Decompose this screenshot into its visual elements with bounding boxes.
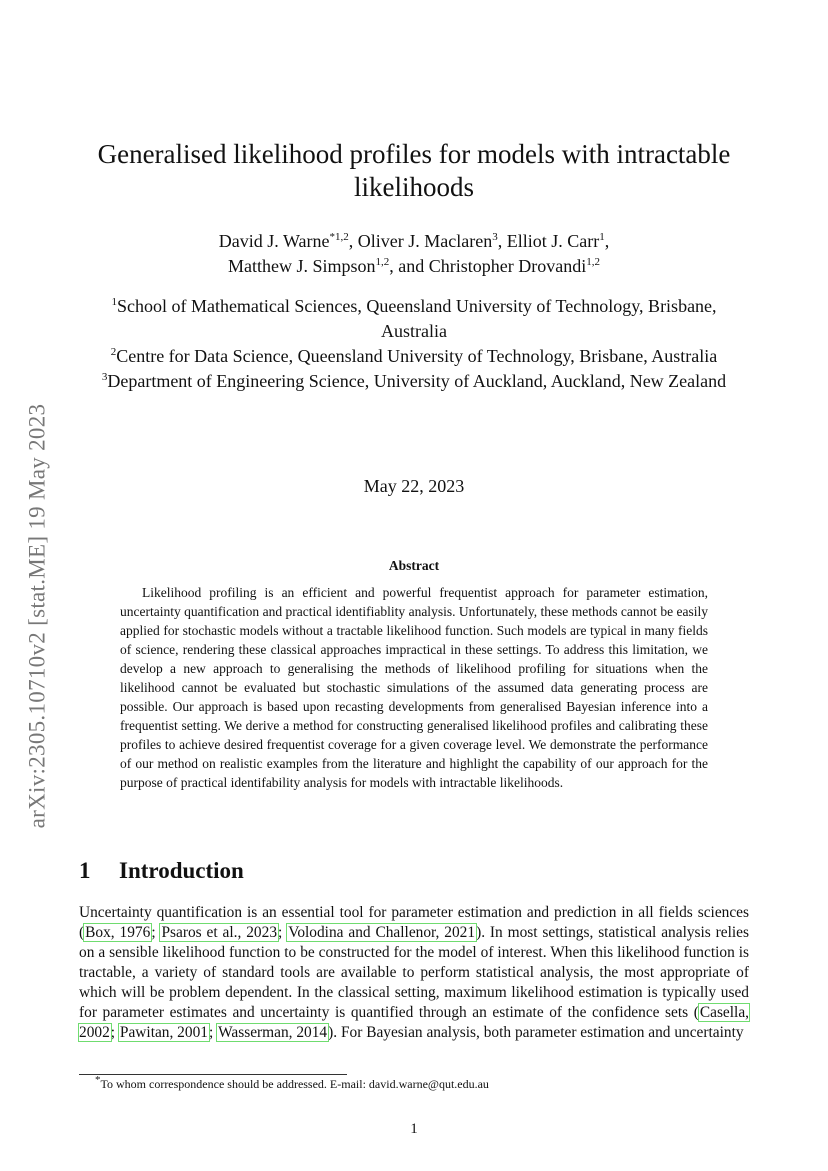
citation-link[interactable]: Casella, 2002 [79, 1004, 749, 1041]
affiliation: $^1$School of Mathematical Sciences, Queensland University of Technology, Brisbane, Australia [111, 296, 717, 341]
abstract-heading: Abstract [388, 558, 440, 573]
author: Oliver J. Maclaren$^3$, [357, 231, 507, 251]
paper-title: Generalised likelihood profiles for models with intractable likelihoods [97, 139, 731, 202]
section-title: Introduction [119, 858, 244, 883]
affiliation: $^3$Department of Engineering Science, University of Auckland, Auckland, New Zealand [101, 371, 727, 391]
author-list [60, 229, 768, 279]
citation-link[interactable]: Volodina and Challenor, 2021 [288, 924, 476, 941]
paper-date: May 22, 2023 [363, 476, 465, 496]
author: David J. Warne$^{*1,2}$, [218, 231, 358, 251]
citation-link[interactable]: Psaros et al., 2023 [161, 924, 278, 941]
citation-link[interactable]: Wasserman, 2014 [218, 1024, 328, 1041]
arxiv-sidebar [14, 356, 60, 876]
section-number: 1 [79, 858, 91, 883]
author: Matthew J. Simpson$^{1,2}$, and [228, 256, 429, 276]
arxiv-identifier: arXiv:2305.10710v2 [stat.ME] 19 May 2023 [24, 403, 49, 829]
author: Elliot J. Carr$^1$, [506, 231, 610, 251]
author: Christopher Drovandi$^{1,2}$ [428, 256, 600, 276]
footnote: *To whom correspondence should be addressed. E-mail: david.warne@qut.edu.au [95, 1074, 489, 1091]
abstract-text: Likelihood profiling is an efficient and powerful frequentist approach for parameter estimation, uncertainty quantification and practical identifiablity analysis. Unfortunately, these methods cannot be easily applied for stochastic models without a tractable likelihood function. Such models are typical in many fields of science, rendering these classical approaches impractical in these settings. To address this limitation, we develop a new approach to generalising the methods of likelihood profiling for situations when the likelihood cannot be evaluated but stochastic simulations of the assumed data generating process are possible. Our approach is based upon recasting developments from generalised Bayesian inference into a frequentist setting. We derive a method for constructing generalised likelihood profiles and calibrating these profiles to achieve desired frequentist coverage for a given coverage level. We demonstrate the performance of our method on realistic examples from the literature and highlight the capability of our approach for the purpose of practical identifability analysis for models with intractable likelihoods. [120, 585, 708, 790]
affiliation: $^2$Centre for Data Science, Queensland University of Technology, Brisbane, Australia [110, 346, 718, 366]
introduction-paragraph: Uncertainty quantification is an essential tool for parameter estimation and prediction in all fields sciences (Box, 1976; Psaros et al., 2023; Volodina and Challenor, 2021). In most settings, statistical analysis relies on a sensible likelihood function to be constructed for the model of interest. When this likelihood function is tractable, a variety of standard tools are available to perform statistical analysis, the most appropriate of which will be problem dependent. In the classical setting, maximum likelihood estimation is typically used for parameter estimates and uncertainty is quantified through an estimate of the confidence sets (Casella, 2002; Pawitan, 2001; Wasserman, 2014). For Bayesian analysis, both parameter estimation and uncertainty [79, 904, 750, 1041]
section-heading [79, 858, 244, 884]
footnote-rule [79, 1074, 347, 1075]
page-number: 1 [410, 1121, 418, 1137]
affiliations [80, 294, 748, 394]
citation-link[interactable]: Box, 1976 [85, 924, 151, 941]
citation-link[interactable]: Pawitan, 2001 [119, 1024, 208, 1041]
